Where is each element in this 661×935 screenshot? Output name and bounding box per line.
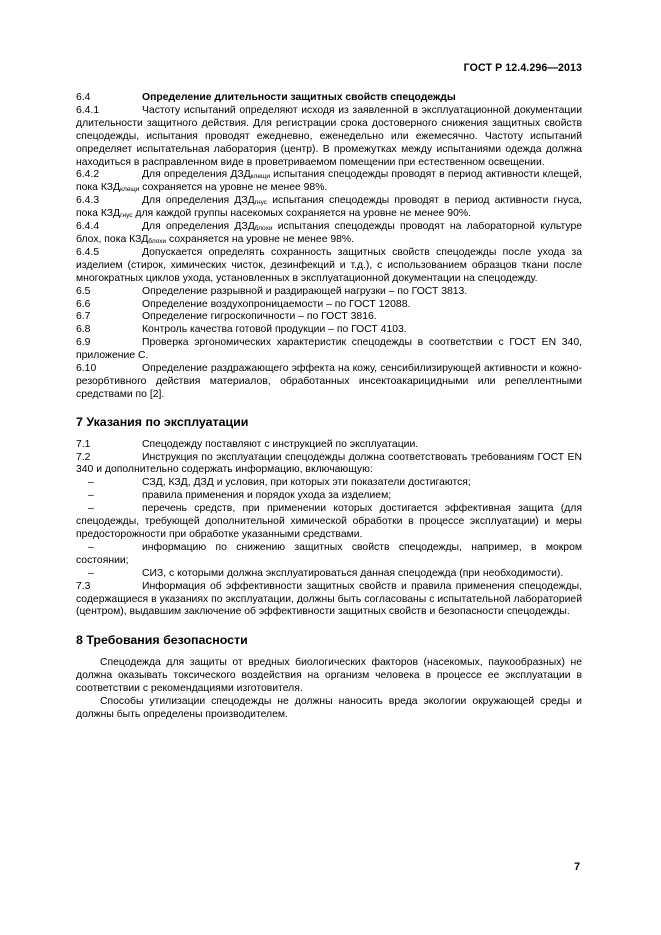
clause-text: Для определения ДЗД	[142, 169, 251, 181]
list-item-text: СЗД, КЗД, ДЗД и условия, при которых эти показатели достигаются;	[142, 477, 471, 489]
clause-text: Спецодежду поставляют с инструкцией по эксплуатации.	[142, 438, 419, 450]
clause-6-4	[76, 92, 582, 105]
section-heading-8: 8 Требования безопасности	[76, 633, 248, 648]
clause-7-2	[76, 452, 582, 478]
clause-number: 6.4.4	[76, 221, 100, 233]
clause-text: для каждой группы насекомых сохраняется на уровне не менее 90%.	[132, 208, 471, 220]
clause-text: испытания спецодежды проводят на лабораторной культуре блох, пока КЗД	[76, 221, 583, 245]
clause-number: 6.10	[76, 363, 97, 375]
clause-text: испытания спецодежды проводят в период активности клещей, пока КЗД	[76, 169, 582, 194]
clause-text: сохраняется на уровне не менее 98%.	[166, 233, 355, 245]
clause-6-8	[76, 324, 582, 337]
subscript: блохи	[148, 237, 167, 245]
list-dash: –	[88, 490, 94, 502]
clause-text: сохраняется на уровне не менее 98%.	[139, 182, 328, 194]
paragraph: Спецодежда для защиты от вредных биологических факторов (насекомых, паукообразных) не должна оказывать токсического воздействия на организм человека в процессе ее эксплуатации в соответствии с рекомендациями изготовителя.	[76, 657, 582, 695]
subscript: гнус	[120, 212, 133, 220]
clause-text: Определение разрывной и раздирающей нагрузки – по ГОСТ 3813.	[142, 285, 468, 297]
clause-7-3	[76, 581, 582, 620]
clause-text: Инструкция по эксплуатации спецодежды должна соответствовать требованиям ГОСТ EN 340 и дополнительно содержать информацию, включающую:	[76, 451, 582, 476]
clause-6-7	[76, 311, 582, 324]
list-dash: –	[88, 541, 94, 553]
list-dash: –	[88, 567, 94, 579]
content	[76, 92, 582, 722]
clause-number: 7.2	[76, 451, 91, 463]
clause-number: 6.4.1	[76, 104, 100, 116]
clause-number: 7.3	[76, 580, 91, 592]
list-item	[76, 477, 582, 490]
clause-number: 6.5	[76, 285, 91, 297]
subscript: блохи	[254, 225, 273, 233]
list-item	[76, 542, 582, 568]
clause-text: Определение воздухопроницаемости – по ГОСТ 12088.	[142, 298, 411, 310]
clause-text: Информация об эффективности защитных свойств и правила применения спецодежды, содержащиеся в указаниях по эксплуатации, должны быть согласованы с испытательной лабораторией (центром), выдавшим заключение об эффективности защитных свойств и безопасности спецодежды.	[76, 580, 582, 618]
clause-number: 6.4.2	[76, 169, 100, 181]
clause-6-4-3	[76, 195, 582, 221]
paragraph: Способы утилизации спецодежды не должны наносить вреда экологии окружающей среды и должны быть определены производителем.	[76, 695, 582, 720]
clause-number: 6.8	[76, 324, 91, 336]
list-item	[76, 490, 582, 503]
clause-6-9	[76, 337, 582, 363]
clause-text: Контроль качества готовой продукции – по ГОСТ 4103.	[142, 324, 407, 336]
list-dash: –	[88, 503, 94, 515]
list-item-text: правила применения и порядок ухода за изделием;	[142, 490, 392, 502]
clause-text: Определение раздражающего эффекта на кожу, сенсибилизирующей активности и кожно-резорбтивного действия материалов, обработанных инсектоакарицидными или репеллентными средствами по [2].	[76, 363, 582, 400]
clause-text: Определение гигроскопичности – по ГОСТ 3816.	[142, 311, 377, 323]
clause-6-4-5	[76, 247, 582, 286]
clause-title: Определение длительности защитных свойств спецодежды	[142, 92, 456, 103]
clause-6-10	[76, 363, 582, 402]
clause-6-4-1	[76, 105, 582, 170]
clause-text: испытания спецодежды проводят в период активности гнуса, пока КЗД	[76, 195, 582, 220]
clause-7-1	[76, 439, 582, 452]
document-header: ГОСТ Р 12.4.296—2013	[463, 62, 582, 74]
list-item-text: перечень средств, при применении которых достигается эффективная защита (для спецодежды, требующей дополнительной химической обработки в процессе эксплуатации) и меры предосторожности при обработке указанными средствами.	[76, 503, 582, 540]
clause-text: Допускается определять сохранность защитных свойств спецодежды после ухода за изделием (стирок, химических чисток, дезинфекций и т.д.), с использованием образцов ткани после многократных циклов ухода, установленных в эксплуатационной документации на спецодежду.	[76, 246, 582, 284]
clause-text: Для определения ДЗД	[142, 195, 255, 207]
page-number: 7	[574, 861, 580, 873]
clause-number: 6.4.3	[76, 195, 100, 207]
clause-6-4-2	[76, 169, 582, 195]
clause-number: 6.9	[76, 337, 91, 349]
list-item-text: СИЗ, с которыми должна эксплуатироваться данная спецодежда (при необходимости).	[142, 567, 564, 579]
section-heading-7: 7 Указания по эксплуатации	[76, 414, 249, 429]
clause-text: Для определения ДЗД	[142, 221, 255, 233]
subscript: гнус	[254, 199, 268, 207]
subscript: клещи	[120, 186, 140, 194]
list-item	[76, 568, 582, 581]
clause-6-5	[76, 286, 582, 299]
clause-number: 6.6	[76, 298, 91, 310]
list-dash: –	[88, 477, 94, 489]
clause-number: 7.1	[76, 438, 91, 450]
clause-6-4-4	[76, 221, 582, 247]
subscript: клещи	[250, 173, 270, 181]
list-item	[76, 503, 582, 542]
clause-number: 6.4.5	[76, 246, 100, 258]
clause-text: Частоту испытаний определяют исходя из заявленной в эксплуатационной документации длительности защитного действия. Для регистрации срока достоверного снижения защитных свойств спецодежды, испытания проводят ежедневно, еженедельно или ежемесячно. Частоту испытаний определяет испытательная лаборатория (центр). В промежутках между испытаниями одежда должна находиться в расправленном виде в проветриваемом помещении при естественном освещении.	[76, 104, 582, 168]
clause-number: 6.7	[76, 311, 91, 323]
clause-text: Проверка эргономических характеристик спецодежды в соответствии с ГОСТ EN 340, приложение С.	[76, 337, 582, 362]
list-item-text: информацию по снижению защитных свойств спецодежды, например, в мокром состоянии;	[76, 541, 582, 566]
clause-6-6	[76, 299, 582, 312]
clause-number: 6.4	[76, 92, 91, 103]
